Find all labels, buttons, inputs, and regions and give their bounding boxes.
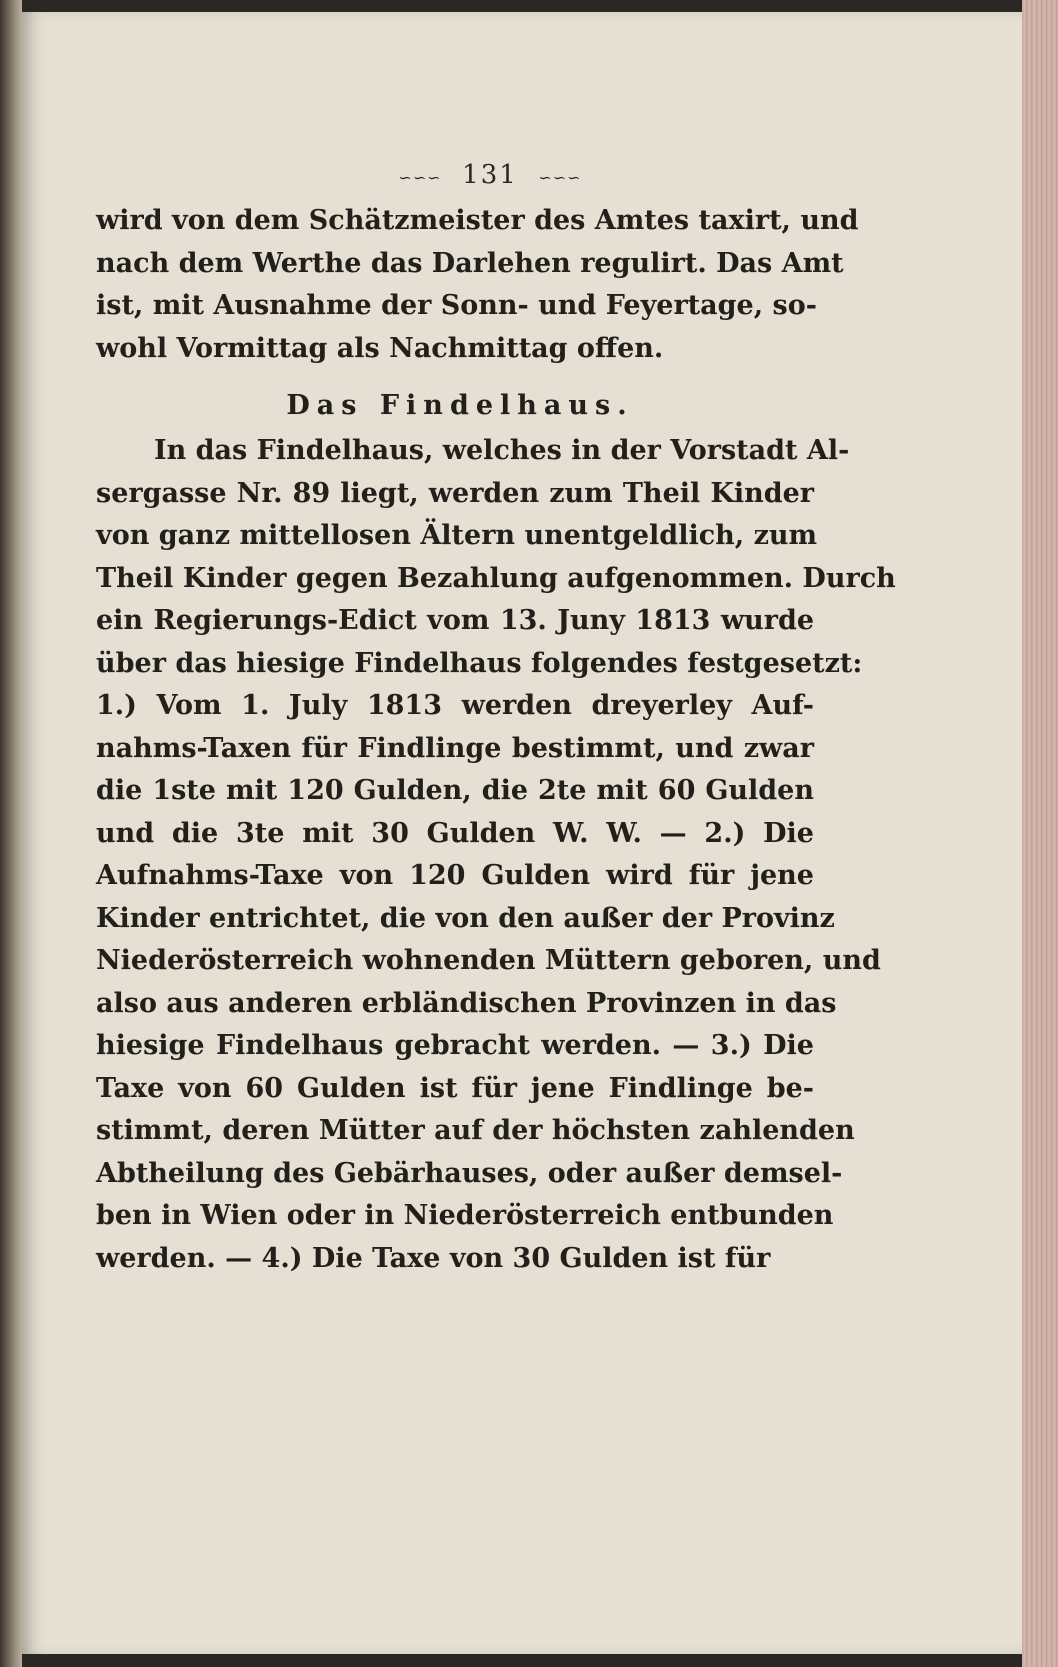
text-line: ist, mit Ausnahme der Sonn- und Feyertage, so- <box>96 290 817 321</box>
text-line: ein Regierungs-Edict vom 13. Juny 1813 wurde <box>96 605 814 636</box>
text-line: Kinder entrichtet, die von den außer der Provinz <box>96 902 835 934</box>
text-line: Taxe von 60 Gulden ist für jene Findlinge be- <box>96 1072 814 1104</box>
text-line: also aus anderen erbländischen Provinzen in das <box>96 987 837 1019</box>
header-ornament-left: ∽∽∽ <box>398 168 442 187</box>
text-line: wird von dem Schätzmeister des Amtes taxirt, und <box>96 205 859 236</box>
text-line: werden. — 4.) Die Taxe von 30 Gulden ist für <box>96 1242 771 1274</box>
text-line: über das hiesige Findelhaus folgendes festgesetzt: <box>96 647 863 679</box>
text-line: und die 3te mit 30 Gulden W. W. — 2.) Die <box>96 817 814 849</box>
page-header <box>320 160 660 190</box>
page-text <box>96 200 896 1280</box>
section-heading: Das Findelhaus. <box>286 390 634 421</box>
text-line: ben in Wien oder in Niederösterreich entbunden <box>96 1200 834 1231</box>
text-line: Theil Kinder gegen Bezahlung aufgenommen. Durch <box>96 562 896 594</box>
previous-page-edge <box>0 0 22 1667</box>
text-line: wohl Vormittag als Nachmittag offen. <box>96 332 664 364</box>
text-line: 1.) Vom 1. July 1813 werden dreyerley Auf- <box>96 690 814 721</box>
text-line: Abtheilung des Gebärhauses, oder außer demsel- <box>96 1157 843 1189</box>
text-line: Aufnahms-Taxe von 120 Gulden wird für jene <box>96 860 814 891</box>
text-line: nahms-Taxen für Findlinge bestimmt, und zwar <box>96 732 814 764</box>
text-line: Niederösterreich wohnenden Müttern geboren, und <box>96 945 881 976</box>
text-line: nach dem Werthe das Darlehen regulirt. Das Amt <box>96 247 844 279</box>
text-line: In das Findelhaus, welches in der Vorstadt Al- <box>154 435 850 466</box>
text-line: sergasse Nr. 89 liegt, werden zum Theil Kinder <box>96 477 814 509</box>
text-line: stimmt, deren Mütter auf der höchsten zahlenden <box>96 1115 855 1146</box>
header-ornament-right: ∽∽∽ <box>538 168 582 187</box>
text-line: von ganz mittellosen Ältern unentgeldlich, zum <box>96 520 818 551</box>
text-line: hiesige Findelhaus gebracht werden. — 3.) Die <box>96 1030 814 1061</box>
text-line: die 1ste mit 120 Gulden, die 2te mit 60 Gulden <box>96 775 814 806</box>
page-stack-edge <box>1022 0 1058 1667</box>
page-number: 131 <box>462 160 518 190</box>
